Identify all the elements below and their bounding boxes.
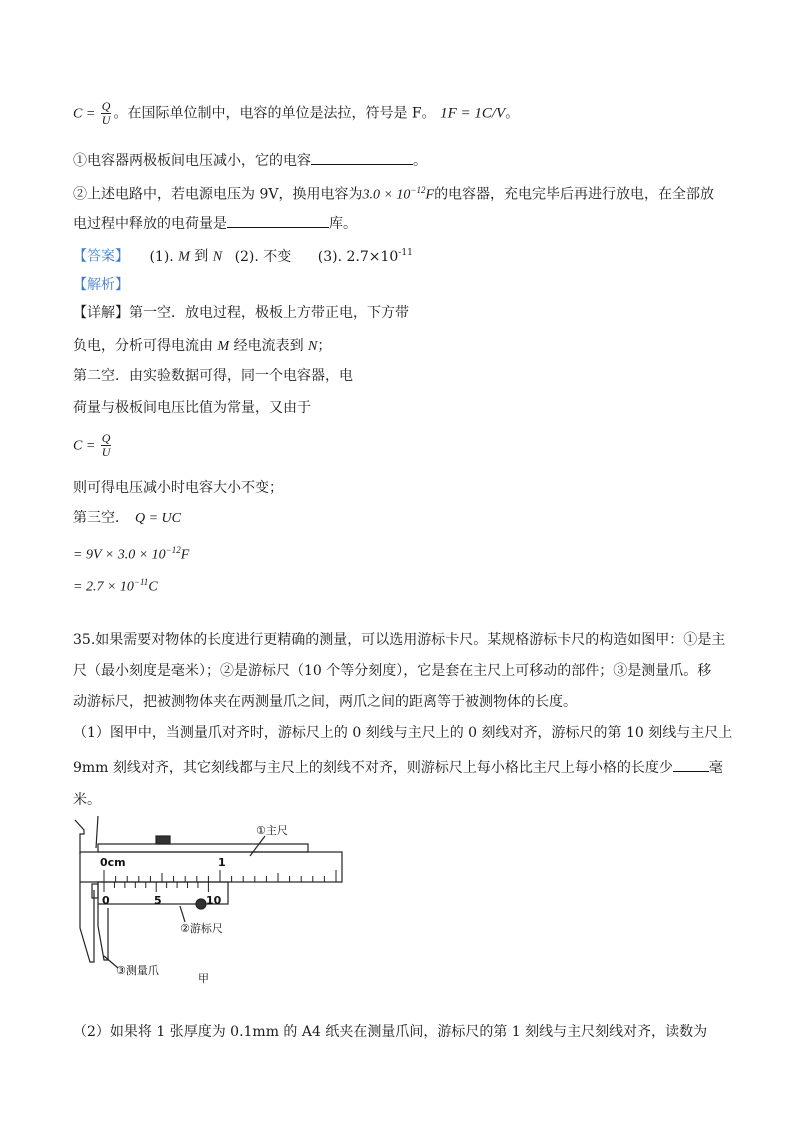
vernier-scale-ticks [104, 882, 208, 892]
analysis-tag-line [73, 275, 129, 295]
callout-leader-2 [180, 906, 185, 922]
answer-tag: 【答案】 [73, 248, 129, 265]
main-scale-label-0: 0cm [100, 856, 126, 869]
detail-line-3: 第二空．由实验数据可得，同一个电容器，电 [73, 368, 353, 384]
fraction-q-over-u: $\frac{Q}{U}$ [101, 99, 111, 127]
detail-line-9: = $2.7 \times 10^{-11}C$ [73, 577, 158, 595]
main-scale-top-strip [98, 844, 308, 852]
detail-line-8: = $9V \times 3.0 \times 10^{-12}F$ [73, 545, 190, 563]
detail-line-6: 则可得电压减小时电容大小不变； [73, 480, 283, 496]
detail-formula-c: C = $\frac{Q}{U}$ [73, 431, 111, 459]
vernier-label-0: 0 [102, 894, 110, 907]
vernier-label-5: 5 [154, 894, 162, 907]
fraction-q-over-u: $\frac{Q}{U}$ [101, 431, 111, 459]
question-2-line-2: 电过程中释放的电荷量是 库。 [73, 213, 357, 234]
detail-line-1: 【详解】第一空．放电过程，极板上方带正电，下方带 [73, 305, 409, 321]
question-1: ①电容器两极板间电压减小，它的电容 。 [73, 150, 427, 171]
answer-blank [673, 757, 709, 772]
callout-measuring-jaw: ③测量爪 [116, 964, 159, 977]
vernier-label-10: 10 [206, 894, 222, 907]
answer-blank [311, 150, 413, 165]
detail-tag: 【详解】 [73, 305, 129, 321]
detail-line-4: 荷量与极板间电压比值为常量，又由于 [73, 400, 311, 416]
main-scale-ticks [104, 870, 336, 882]
unit-sentence: 。在国际单位制中，电容的单位是法拉，符号是 F。 [113, 105, 436, 122]
q35-sub1-line-1: （1）图甲中，当测量爪对齐时，游标尺上的 0 刻线与主尺上的 0 刻线对齐，游标尺的第 10 刻线与主尺上 [73, 725, 733, 741]
q35-sub1-line-3: 米。 [73, 792, 101, 808]
fixed-jaw-tip [96, 816, 98, 848]
detail-line-7: 第三空． Q = UC [73, 510, 182, 526]
vernier-caliper-figure [60, 808, 360, 988]
q35-line-1: 35.如果需要对物体的长度进行更精确的测量，可以选用游标卡尺。某规格游标卡尺的构造如图甲：①是主 [73, 632, 726, 648]
analysis-tag: 【解析】 [73, 277, 129, 293]
callout-leader-1 [250, 836, 265, 856]
callout-vernier-scale: ②游标尺 [180, 922, 223, 935]
q35-sub2-line-1: （2）如果将 1 张厚度为 0.1mm 的 A4 纸夹在测量爪间，游标尺的第 1 刻线与主尺刻线对齐，读数为 [73, 1024, 708, 1040]
q35-line-3: 动游标尺，把被测物体夹在两测量爪之间，两爪之间的距离等于被测物体的长度。 [73, 694, 577, 710]
detail-line-2: 负电，分析可得电流由 M 经电流表到 N； [73, 338, 332, 354]
callout-main-scale: ①主尺 [256, 824, 288, 837]
answer-blank [227, 213, 329, 228]
unit-equation: 1F = 1C/V [440, 105, 506, 122]
movable-jaw-lower [98, 904, 108, 960]
thumb-wheel-icon [196, 899, 206, 909]
question-2-line-1: ②上述电路中，若电源电压为 9V，换用电容为$3.0 \times 10^{-12}F$的电容器，充电完毕后再进行放电，在全部放 [73, 185, 715, 203]
symbol-c: C [73, 106, 83, 122]
q35-sub1-line-2: 9mm 刻线对齐，其它刻线都与主尺上的刻线不对齐，则游标尺上每小格比主尺上每小格的长度少 毫 [73, 757, 723, 778]
capacitance-definition-line: C = $\frac{Q}{U}$ 。在国际单位制中，电容的单位是法拉，符号是 F。 1F = 1C/V。 [73, 99, 520, 127]
q35-line-2: 尺（最小刻度是毫米）；②是游标尺（10 个等分刻度），它是套在主尺上可移动的部件；③是测量爪。移 [73, 663, 712, 679]
main-scale-label-1: 1 [218, 856, 226, 869]
figure-caption: 甲 [198, 972, 209, 985]
lock-screw-icon [156, 836, 170, 844]
answer-line: 【答案】 (1). M 到 N (2). 不变 (3). $2.7\times 10^{-11}$ [73, 248, 413, 265]
jaw-window [92, 884, 98, 898]
fixed-jaw-top [75, 820, 84, 854]
